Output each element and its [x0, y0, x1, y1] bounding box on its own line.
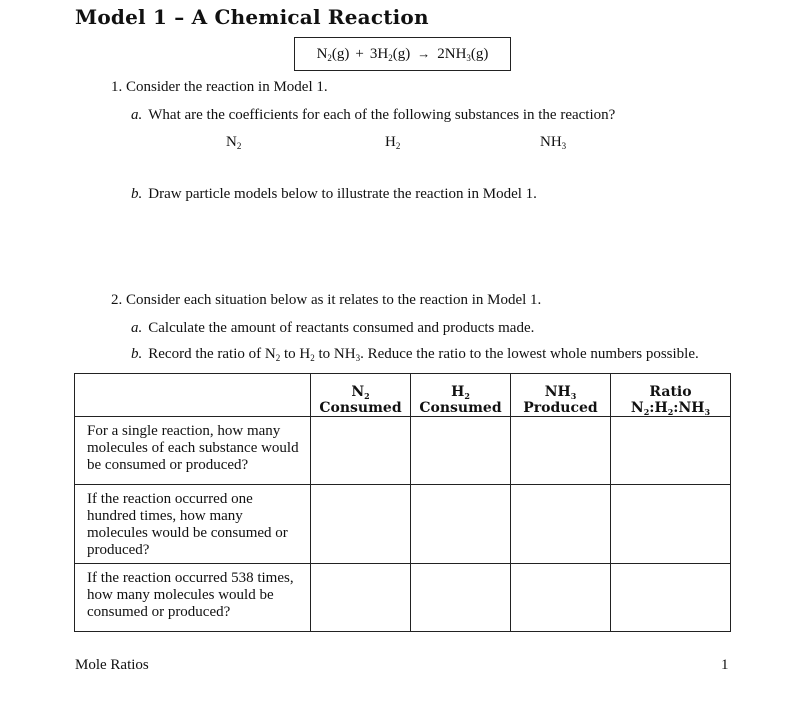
reactant-h2: $3H_2(g)$: [369, 45, 411, 63]
answer-cell[interactable]: [411, 564, 511, 632]
header-n2-consumed: $N_2$ Consumed: [311, 374, 411, 417]
product-nh3: $2NH_3(g)$: [437, 45, 489, 63]
substance-h2: $H_2$: [385, 134, 401, 151]
answer-cell[interactable]: [511, 564, 611, 632]
table-row: [75, 564, 731, 632]
footer-title: Mole Ratios: [75, 657, 149, 673]
row-label-single: For a single reaction, how many molecules of each substance would be consumed or produced?: [75, 417, 311, 485]
question-1b: b. Draw particle models below to illustrate the reaction in Model 1.: [131, 186, 537, 202]
mole-ratio-table: [74, 373, 731, 632]
answer-cell[interactable]: [511, 417, 611, 485]
answer-cell[interactable]: [311, 417, 411, 485]
plus-sign: +: [355, 45, 364, 62]
answer-cell[interactable]: [311, 564, 411, 632]
substance-n2: $N_2$: [226, 134, 242, 151]
row-label-hundred: If the reaction occurred one hundred times, how many molecules would be consumed or produced?: [75, 485, 311, 564]
substance-nh3: $NH_3$: [540, 134, 567, 151]
answer-cell[interactable]: [311, 485, 411, 564]
question-2b: b. Record the ratio of $N_2$ to $H_2$ to $NH_3$. Reduce the ratio to the lowest whole numbers possible.: [131, 346, 699, 363]
answer-cell[interactable]: [411, 485, 511, 564]
table-row: [75, 417, 731, 485]
page-title: Model 1 – A Chemical Reaction: [75, 5, 429, 29]
table-header-row: [75, 374, 731, 417]
answer-cell[interactable]: [511, 485, 611, 564]
question-1: 1. Consider the reaction in Model 1.: [111, 79, 328, 95]
reaction-arrow-icon: →: [417, 46, 431, 61]
reaction-equation: [294, 37, 511, 71]
question-2a: a. Calculate the amount of reactants consumed and products made.: [131, 320, 535, 336]
table-row: [75, 485, 731, 564]
answer-cell[interactable]: [611, 564, 731, 632]
answer-cell[interactable]: [411, 417, 511, 485]
page-number: 1: [721, 657, 729, 673]
answer-cell[interactable]: [611, 485, 731, 564]
header-ratio: Ratio $N_2:H_2:NH_3$: [611, 374, 731, 417]
answer-cell[interactable]: [611, 417, 731, 485]
header-blank: [75, 374, 311, 417]
question-1a: a. What are the coefficients for each of the following substances in the reaction?: [131, 107, 616, 123]
row-label-538: If the reaction occurred 538 times, how many molecules would be consumed or produced?: [75, 564, 311, 632]
reactant-n2: $N_2(g)$: [316, 45, 350, 63]
question-2: 2. Consider each situation below as it relates to the reaction in Model 1.: [111, 292, 542, 308]
header-nh3-produced: $NH_3$ Produced: [511, 374, 611, 417]
header-h2-consumed: $H_2$ Consumed: [411, 374, 511, 417]
